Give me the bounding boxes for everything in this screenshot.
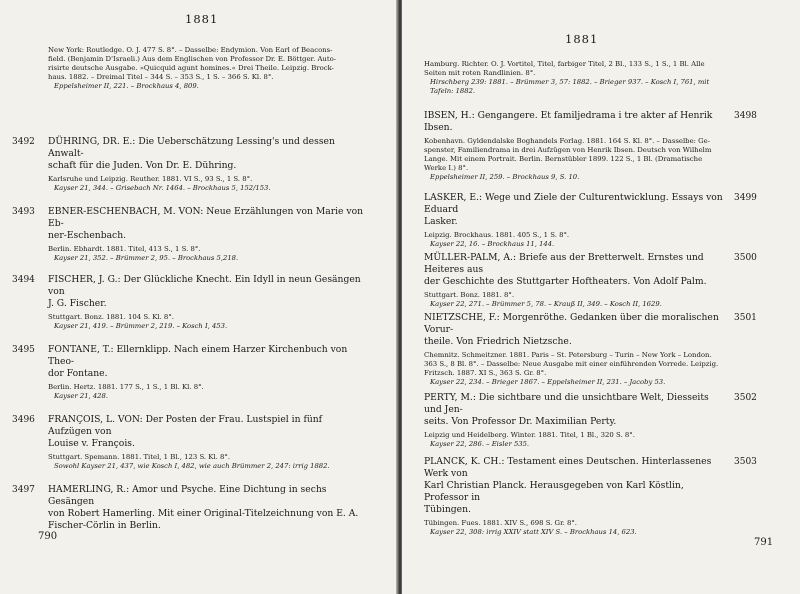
bibliography-entry [424,192,757,249]
entry-reference: Sowohl Kayser 21, 437, wie Kosch I, 482, wie auch Brümmer 2, 247: irrig 1882. [54,462,330,470]
continuation-block [48,46,366,91]
entry-title-line: Tübingen. [424,504,471,515]
entry-title-line: PLANCK, K. CH.: Testament eines Deutschen. Hinterlassenes Werk von [424,456,712,479]
entry-reference: Kayser 22, 308: irrig XXIV statt XIV S. – Brockhaus 14, 623. [430,528,637,536]
entry-title-line: der Geschichte des Stuttgarter Hoftheaters. Von Adolf Palm. [424,276,707,287]
entry-title-line: IBSEN, H.: Gengangere. Et familjedrama i tre akter af Henrik Ibsen. [424,110,713,133]
entry-reference: Kayser 21, 352. – Brümmer 2, 95. – Brockhaus 5,218. [54,254,239,262]
bibliography-entry [424,312,757,387]
continuation-line: Hamburg. Richter. O. J. Vortitel, Titel, farbiger Titel, 2 Bl., 133 S., 1 S., 1 Bl. Alle [424,60,705,68]
entry-imprint: Lange. Mit einem Portrait. Berlin. Bernstübler 1899. 122 S., 1 Bl. (Dramatische [424,155,703,163]
bibliography-entry [12,206,366,263]
entry-imprint: spenster, Familiendrama in drei Aufzügen von Henrik Ibsen. Deutsch von Wilhelm [424,146,712,154]
entry-imprint: Karlsruhe und Leipzig. Reuther. 1881. VI S., 93 S., 1 S. 8°. [48,175,253,183]
entry-imprint: 363 S., 8 Bl. 8°. – Dasselbe: Neue Ausgabe mit einer einführenden Vorrede. Leipzig. [424,360,719,368]
bibliography-entry [12,344,366,401]
entry-number: 3494 [12,275,35,285]
entry-reference: Eppelsheimer II, 259. – Brockhaus 9, S. 10. [430,173,580,181]
continuation-reference: Hirschberg 239: 1881. – Brümmer 3, 57: 1882. – Brieger 937. – Kosch I, 761, mit Tafeln: 1882. [430,78,710,95]
entry-number: 3498 [734,111,757,121]
entry-title-line: FISCHER, J. G.: Der Glückliche Knecht. Ein Idyll in neun Gesängen von [48,274,361,297]
entry-title-line: Karl Christian Planck. Herausgegeben von Karl Köstlin, Professor in [424,480,684,503]
entry-number: 3503 [734,457,757,467]
entry-imprint: Chemnitz. Schmeitzner. 1881. Paris – St. Petersburg – Turin – New York – London. [424,351,712,359]
entry-title-line: Louise v. François. [48,438,135,449]
entry-number: 3501 [734,313,757,323]
entry-imprint: Fritzsch. 1887. XI S., 363 S. Gr. 8°. [424,369,547,377]
entry-title-line: NIETZSCHE, F.: Morgenröthe. Gedanken über die moralischen Vorur- [424,312,719,335]
entry-imprint: Kobenhavn. Gyldendalske Boghandels Forlag. 1881. 164 S. Kl. 8°. – Dasselbe: Ge- [424,137,711,145]
entry-number: 3496 [12,415,35,425]
entry-number: 3502 [734,393,757,403]
entry-reference: Kayser 21, 344. – Grisebach Nr. 1464. – Brockhaus 5, 152/153. [54,184,271,192]
continuation-line: field. (Benjamin D'Israeli.) Aus dem Englischen von Professor Dr. E. Böttger. Auto- [48,55,337,63]
entry-imprint: Werke I.) 8°. [424,164,469,172]
bibliography-entry [424,392,757,449]
entry-title-line: MÜLLER-PALM, A.: Briefe aus der Bretterwelt. Ernstes und Heiteres aus [424,252,704,275]
entry-imprint: Berlin. Hertz. 1881. 177 S., 1 S., 1 Bl. Kl. 8°. [48,383,204,391]
bibliography-entry [424,252,757,309]
entry-number: 3500 [734,253,757,263]
entry-imprint: Leipzig und Heidelberg. Winter. 1881. Titel, 1 Bl., 320 S. 8°. [424,431,635,439]
entry-reference: Kayser 21, 419. – Brümmer 2, 219. – Kosch I, 453. [54,322,228,330]
left-page [0,0,398,594]
continuation-line: haus. 1882. – Dreimal Titel – 344 S. – 353 S., 1 S. – 366 S. Kl. 8°. [48,73,274,81]
continuation-line: Seiten mit roten Randlinien. 8°. [424,69,536,77]
entry-imprint: Berlin. Ebhardt. 1881. Titel, 413 S., 1 S. 8°. [48,245,201,253]
bibliography-entry [12,414,366,471]
bibliography-entry [424,110,757,182]
entry-title-line: J. G. Fischer. [48,298,107,309]
bibliography-entry [424,456,757,537]
continuation-line: New York: Routledge. O. J. 477 S. 8°. – Dasselbe: Endymion. Von Earl of Beacons- [48,46,333,54]
entry-reference: Kayser 22, 234. – Brieger 1867. – Eppelsheimer II, 231. – Jacoby 53. [430,378,666,386]
running-head-year: 1881 [565,32,599,46]
running-head-year: 1881 [185,12,219,26]
entry-title-line: seits. Von Professor Dr. Maximilian Perty. [424,416,617,427]
entry-title-line: ner-Eschenbach. [48,230,127,241]
entry-imprint: Stuttgart. Bonz. 1881. 8°. [424,291,515,299]
entry-number: 3495 [12,345,35,355]
entry-reference: Kayser 22, 16. – Brockhaus 11, 144. [430,240,555,248]
bibliography-entry [12,274,366,331]
entry-title-line: theile. Von Friedrich Nietzsche. [424,336,572,347]
entry-number: 3493 [12,207,35,217]
entry-number: 3499 [734,193,757,203]
continuation-reference: Eppelsheimer II, 221. – Brockhaus 4, 809. [54,82,199,90]
page-number: 790 [38,531,58,542]
entry-reference: Kayser 22, 271. – Brümmer 5, 78. – Krauß II, 349. – Kosch II, 1629. [430,300,662,308]
entry-title-line: HAMERLING, R.: Amor und Psyche. Eine Dichtung in sechs Gesängen [48,484,327,507]
entry-title-line: LASKER, E.: Wege und Ziele der Culturentwicklung. Essays von Eduard [424,192,723,215]
entry-title-line: FONTANE, T.: Ellernklipp. Nach einem Harzer Kirchenbuch von Theo- [48,344,348,367]
continuation-block [424,60,724,96]
entry-reference: Kayser 21, 428. [54,392,108,400]
entry-title-line: Lasker. [424,216,458,227]
page-number: 791 [754,537,774,548]
entry-title-line: FRANÇOIS, L. VON: Der Posten der Frau. Lustspiel in fünf Aufzügen von [48,414,323,437]
entry-title-line: EBNER-ESCHENBACH, M. VON: Neue Erzählungen von Marie von Eb- [48,206,364,229]
entry-reference: Kayser 22, 286. – Eisler 535. [430,440,530,448]
entry-title-line: Fischer-Cörlin in Berlin. [48,520,161,531]
entry-number: 3492 [12,137,35,147]
entry-imprint: Stuttgart. Bonz. 1881. 104 S. Kl. 8°. [48,313,174,321]
entry-title-line: DÜHRING, DR. E.: Die Ueberschätzung Lessing's und dessen Anwalt- [48,136,335,159]
continuation-line: risirte deutsche Ausgabe. »Quicquid agunt homines.« Drei Theile. Leipzig. Brock- [48,64,334,72]
bibliography-entry [12,136,366,193]
entry-imprint: Leipzig. Brockhaus. 1881. 405 S., 1 S. 8°. [424,231,570,239]
entry-imprint: Tübingen. Fues. 1881. XIV S., 698 S. Gr. 8°. [424,519,578,527]
entry-title-line: von Robert Hamerling. Mit einer Original-Titelzeichnung von E. A. [48,508,359,519]
entry-number: 3497 [12,485,35,495]
entry-title-line: schaft für die Juden. Von Dr. E. Dühring. [48,160,237,171]
entry-title-line: PERTY, M.: Die sichtbare und die unsichtbare Welt, Diesseits und Jen- [424,392,709,415]
entry-imprint: Stuttgart. Spemann. 1881. Titel, 1 Bl., 123 S. Kl. 8°. [48,453,231,461]
right-page [402,0,800,594]
entry-title-line: dor Fontane. [48,368,108,379]
bibliography-entry [12,484,366,532]
